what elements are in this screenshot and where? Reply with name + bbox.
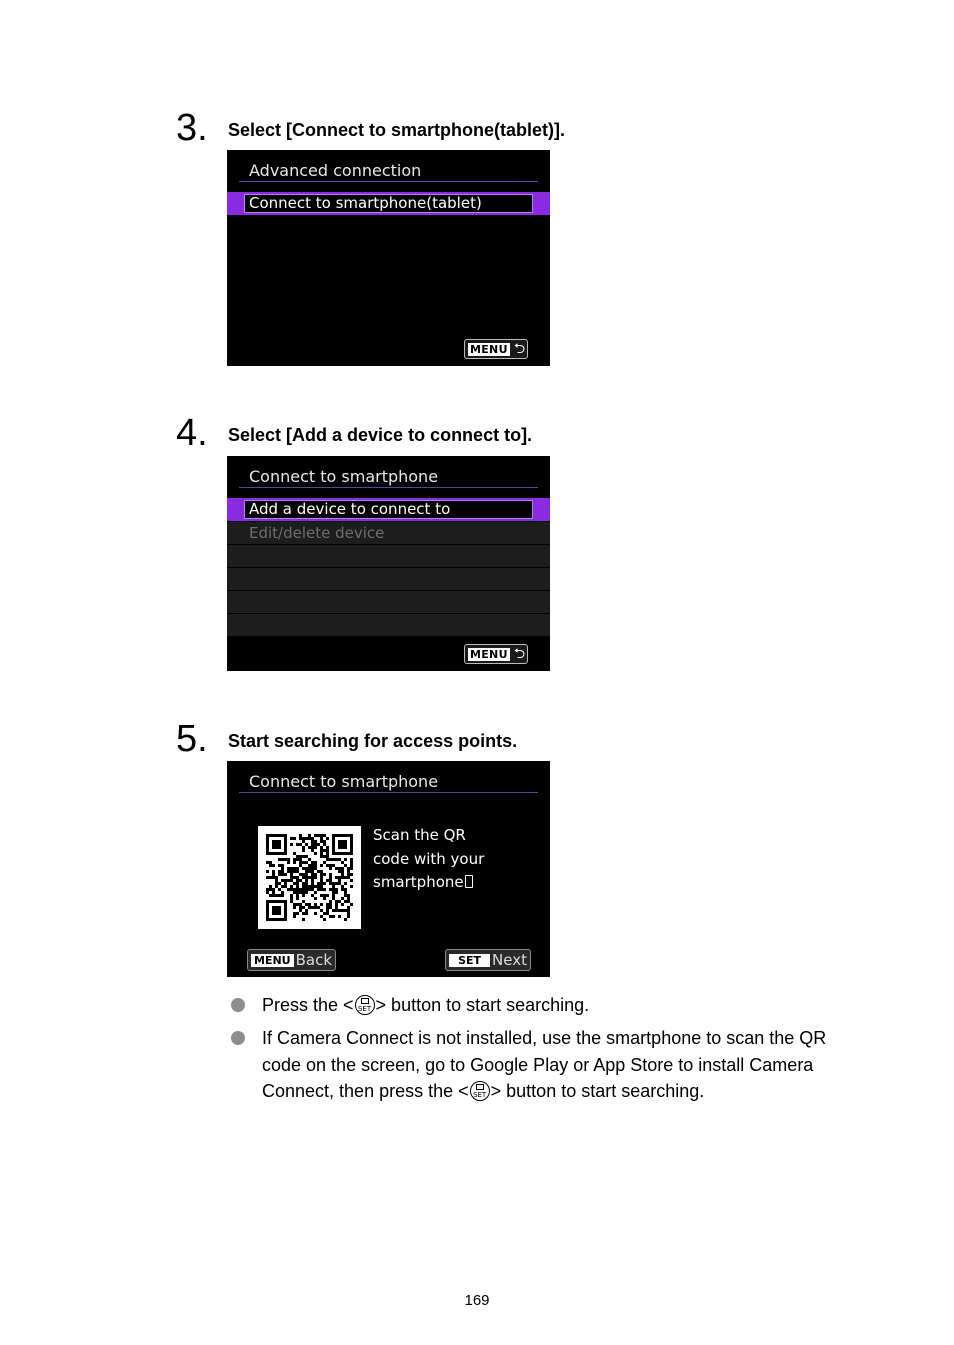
qr-text-line: code with your xyxy=(373,849,485,868)
camera-screen-advanced-connection xyxy=(227,150,550,366)
menu-item-label: Add a device to connect to xyxy=(249,500,451,518)
qr-text-line: smartphone xyxy=(373,873,464,891)
menu-back-button[interactable] xyxy=(464,644,528,664)
screen-header: Connect to smartphone xyxy=(249,467,439,486)
step-title: Start searching for access points. xyxy=(228,731,518,751)
camera-screen-connect-smartphone xyxy=(227,456,550,671)
return-arrow-icon: ⮌ xyxy=(513,341,526,357)
bullet-icon xyxy=(231,998,245,1012)
set-button-icon: SET xyxy=(470,1081,490,1101)
next-label: Next xyxy=(492,951,527,969)
set-button-icon: SET xyxy=(355,995,375,1015)
screen-header: Advanced connection xyxy=(249,161,422,180)
header-divider xyxy=(239,792,538,793)
empty-menu-row xyxy=(227,568,550,590)
bullet-icon xyxy=(231,1031,245,1045)
smartphone-icon xyxy=(465,875,473,888)
menu-tag: MENU xyxy=(470,342,508,356)
set-tag: SET xyxy=(449,954,490,967)
bullet-text-part: Connect, then press the < xyxy=(262,1081,469,1101)
next-button[interactable] xyxy=(445,949,531,971)
empty-menu-row xyxy=(227,591,550,613)
header-divider xyxy=(239,487,538,488)
return-arrow-icon: ⮌ xyxy=(513,646,526,662)
bullet-text xyxy=(262,1025,882,1105)
back-label: Back xyxy=(295,951,333,969)
qr-instructions xyxy=(373,824,484,895)
step-number: 3. xyxy=(176,107,208,149)
back-button[interactable] xyxy=(247,949,336,971)
screen-header: Connect to smartphone xyxy=(249,772,439,791)
empty-menu-row xyxy=(227,614,550,636)
step-title: Select [Connect to smartphone(tablet)]. xyxy=(228,120,566,140)
header-divider xyxy=(239,181,538,182)
bullet-text-part: > button to start searching. xyxy=(490,1081,705,1101)
menu-back-button[interactable] xyxy=(464,339,528,359)
step-title: Select [Add a device to connect to]. xyxy=(228,425,533,445)
menu-tag: MENU xyxy=(251,954,294,967)
menu-tag: MENU xyxy=(470,647,508,661)
camera-screen-qr-code xyxy=(227,761,550,977)
step-number: 4. xyxy=(176,412,208,454)
bullet-text-part: Press the < xyxy=(262,995,354,1015)
qr-code xyxy=(258,826,361,929)
bullet-text-part: > button to start searching. xyxy=(375,995,590,1015)
bullet-text xyxy=(262,992,882,1019)
bullet-text-line: If Camera Connect is not installed, use the smartphone to scan the QR xyxy=(262,1028,827,1048)
bullet-text-line: code on the screen, go to Google Play or App Store to install Camera xyxy=(262,1054,814,1075)
page-number: 169 xyxy=(464,1292,490,1309)
menu-item-label: Connect to smartphone(tablet) xyxy=(249,194,482,212)
qr-text-line: Scan the QR xyxy=(373,826,466,844)
menu-item-label-disabled: Edit/delete device xyxy=(249,524,385,542)
step-number: 5. xyxy=(176,718,208,760)
empty-menu-row xyxy=(227,545,550,567)
